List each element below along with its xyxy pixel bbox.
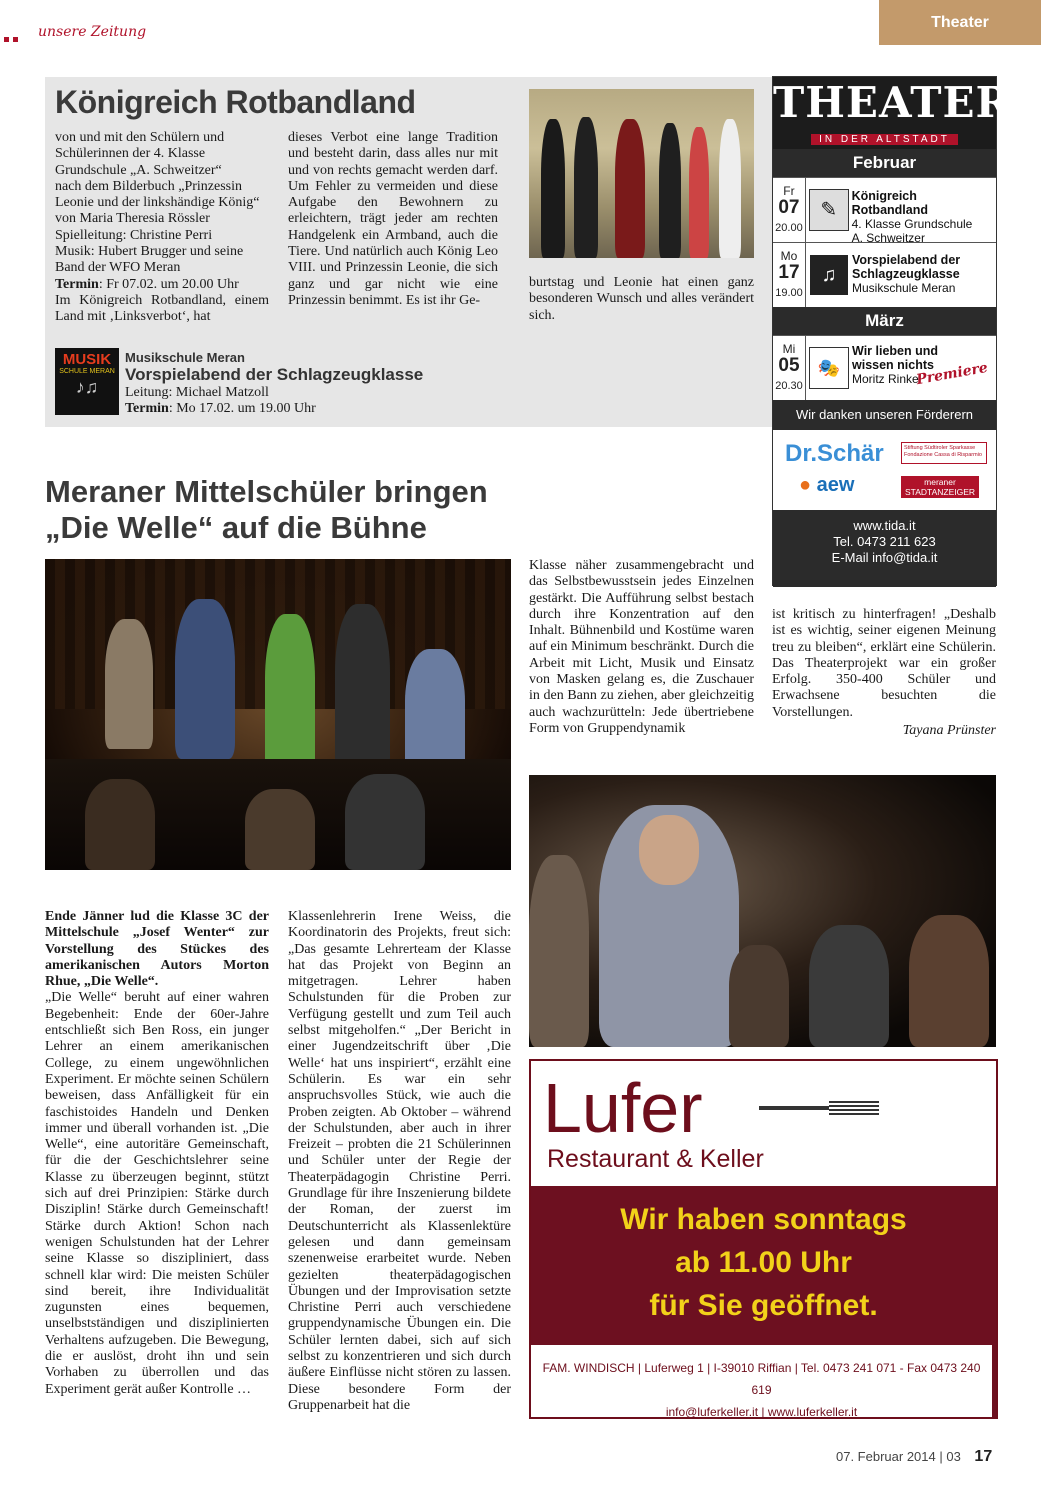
body-text: „Die Welle“ beruht auf einer wahren Begebenheit: Ende der 60er-Jahre entschließt sich Ben Ross, ein junger Lehrer an einem amerikanischen College, zu einem ungewöhnlichen Experiment. Er möchte seinen Schülern beweisen, dass Anfälligkeit für ein faschistoides Handeln und Denken immer und überall vorhanden ist. „Die Welle“, eine autoritäre Gemeinschaft, für die der Geschichtslehrer seine Klasse zu überzeugen beginnt, stützt sich auf drei Prinzipien: Stärke durch Disziplin! Stärke durch Gemeinschaft! Stärke durch Aktion! Schon nach wenigen Schulstunden hat der Lehrer seine Klasse so diszipliniert, dass schnell klar wird: Die meisten Schüler sind bereit, ihre Individualität zugunsten eines bequemen, unselbstständigen und disziplinierten Verhaltens aufzugeben. Die Bewegung, die er auslöst, droht ihn und sein Vorhaben zu überrollen und das Experiment gerät außer Kontrolle … <box>45 990 269 1397</box>
slogan-line: Wir haben sonntags <box>620 1203 907 1236</box>
contact-phone: Tel. 0473 211 623 <box>833 534 936 549</box>
lufer-web: info@luferkeller.it | www.luferkeller.it <box>665 1405 858 1419</box>
termin-label: Termin <box>125 401 169 416</box>
schule-icon: ✎ <box>806 178 852 242</box>
contact-email: E-Mail info@tida.it <box>831 550 938 565</box>
musikschule-leitung: Leitung: Michael Matzoll <box>125 385 269 400</box>
fork-icon <box>759 1101 879 1115</box>
musikschule-logo <box>55 348 119 415</box>
stadtanzeiger-logo: meraner STADTANZEIGER <box>901 476 979 498</box>
page-footer <box>836 1448 992 1466</box>
event-sub: 4. Klasse Grundschule <box>851 217 973 231</box>
lufer-brand: Lufer <box>543 1069 703 1147</box>
article-welle-col2 <box>288 909 511 1414</box>
article-author: Tayana Prünster <box>902 723 996 739</box>
event-time: 20.30 <box>775 380 803 392</box>
theater-icon: 🎭 <box>806 336 852 400</box>
termin-label: Termin <box>55 276 99 292</box>
article-welle-col3 <box>529 558 754 737</box>
month-maerz: März <box>773 307 996 335</box>
theater-logo-main: THEATER <box>773 78 1012 127</box>
event-sub: Moritz Rinke <box>852 372 919 386</box>
event-date <box>773 336 806 400</box>
theater-logo <box>773 77 1012 149</box>
sparkasse-logo: Stiftung Südtiroler Sparkasse Fondazione Cassa di Risparmio <box>901 442 987 464</box>
event-time: 20.00 <box>775 222 803 234</box>
premiere-badge: Premiere <box>915 359 989 389</box>
brand-logo: unsere Zeitung <box>38 24 147 40</box>
body-text: Klasse näher zusammengebracht und das Selbstbewusstsein jedes Einzelnen gestärkt. Die Aufführung selbst bestach durch ihre Konzentration auf den Inhalt. Bühnenbild und Kostüme waren auf ein Minimum beschränkt. Durch die Arbeit mit Licht, Musik und Einsatz von Masken gelang es, die Zuschauer in den Bann zu ziehen, aber gleichzeitig auch wachzurütteln: Jede übertriebene Form von Gruppendynamik <box>529 558 754 736</box>
musikschule-event <box>125 350 505 417</box>
article-rotbandland-col1 <box>55 130 269 326</box>
musikschule-logo-text: MUSIK <box>62 351 112 368</box>
body-text: Klassenlehrerin Irene Weiss, die Koordinatorin des Projekts, freut sich: „Das gesamte Lehrerteam der Klasse hat das Projekt von Beginn an mitgetragen. Lehrer haben Schulstunden für die Proben zur Verfügung gestellt und zum Teil auch selbst mitgeholfen.“ „Der Bericht in einer Jugendzeitschrift über ‚Die Welle‘ hat uns inspiriert“, erzählt eine Schülerin. Es war ein sehr anspruchsvolles Stück, wie auch die Proben zeigten. Ab Oktober – während der Schulstunden, aber auch in ihrer Freizeit – probten die 21 Schülerinnen und Schüler unter der Regie der Theaterpädagogin Christine Perri. Grundlage für ihre Inszenierung bildete der Roman, der zuerst im Deutschunterricht als Klassenlektüre gelesen und dann gemeinsam szenenweise erarbeitet wurde. Neben gezielten theaterpädagogischen Übungen und der Improvisation setzte Christine Perri auch verschiedene gruppendynamische Übungen ein. Die Schüler lernten dabei, sich auf sich selbst zu konzentrieren und sich durch äußere Einflüsse nicht stören zu lassen. Diese besondere Form der Gruppenarbeit hat die <box>288 909 511 1413</box>
event-date <box>773 178 806 242</box>
drschaer-logo: Dr.Schär <box>785 440 884 467</box>
theater-contact <box>773 510 996 587</box>
photo-stage-students <box>45 559 511 870</box>
lufer-contact <box>531 1345 992 1417</box>
page-number: 17 <box>974 1448 993 1465</box>
termin-value: : Fr 07.02. um 20.00 Uhr <box>98 276 239 292</box>
event-title: Wir lieben und wissen nichts <box>852 344 938 372</box>
music-note-icon: ♪♫ <box>75 377 99 397</box>
slogan-line: ab 11.00 Uhr <box>675 1246 852 1279</box>
body-text: burtstag und Leonie hat einen ganz besonderen Wunsch und alles verändert sich. <box>529 275 754 323</box>
title-line: Meraner Mittelschüler bringen <box>45 474 488 509</box>
lufer-ad-slogan-area <box>531 1186 996 1417</box>
article-rotbandland-title: Königreich Rotbandland <box>55 84 416 120</box>
event-vorspielabend <box>773 242 996 307</box>
section-tab: Theater <box>879 0 1041 45</box>
event-title: Vorspielabend der Schlagzeugklasse <box>852 253 961 281</box>
credit-line: nach dem Bilderbuch „Prinzessin Leonie und der linkshändige König“ von Maria Theresia Rössler <box>55 178 260 227</box>
article-welle-col4 <box>772 607 996 739</box>
lufer-ad-logo-area <box>531 1061 996 1186</box>
event-title: Königreich Rotbandland <box>851 189 928 217</box>
article-welle-title <box>45 474 545 546</box>
event-day: 07 <box>778 197 800 218</box>
sponsors-label: Wir danken unseren Förderern <box>773 400 996 430</box>
month-februar: Februar <box>773 149 996 177</box>
photo-boy-on-stage <box>529 775 996 1047</box>
musikschule-org: Musikschule Meran <box>125 350 245 365</box>
musik-icon: ♫ <box>806 243 852 307</box>
sponsors-logos <box>773 430 996 510</box>
body-text: dieses Verbot eine lange Tradition und besteht darin, dass alles nur mit und von rechts gemacht werden darf. Um Fehler zu vermeiden und diese Aufgabe den Bewohnern zu erleichtern, trägt jeder am rechten Handgelenk ein Armband, auch die Tiere. Und natürlich auch König Leo VIII. und Prinzessin Leonie, die sich ganz und gar nicht wie eine Prinzessin benimmt. Es ist ihr Ge- <box>288 130 498 308</box>
aew-logo: ● aew <box>799 474 855 496</box>
footer-date: 07. Februar 2014 | 03 <box>836 1449 961 1464</box>
header-marks <box>4 29 22 47</box>
event-weekday: Mi <box>782 342 796 356</box>
event-weekday: Mo <box>780 249 798 263</box>
lufer-address: FAM. WINDISCH | Luferweg 1 | I-39010 Riffian | Tel. 0473 241 071 - Fax 0473 240 619 <box>542 1361 981 1397</box>
event-rotbandland <box>773 177 996 245</box>
theater-logo-sub: IN DER ALTSTADT <box>811 134 958 145</box>
event-weekday: Fr <box>783 184 795 198</box>
event-time: 19.00 <box>775 287 803 299</box>
event-sub: A. Schweitzer <box>851 231 925 245</box>
musikschule-logo-sub: SCHULE MERAN <box>59 368 115 375</box>
slogan-line: für Sie geöffnet. <box>649 1289 878 1322</box>
body-text: ist kritisch zu hinterfragen! „Deshalb ist es wichtig, seiner eigenen Meinung treu zu bleiben“, erklärt eine Schülerin. Das Theaterprojekt war ein großer Erfolg. 350-400 Schüler und Erwachsene besuchten die Vorstellungen. <box>772 607 996 720</box>
aew-logo-text: aew <box>816 474 855 496</box>
article-welle-col1 <box>45 909 269 1398</box>
photo-children-costumes <box>529 89 754 258</box>
body-text: Im Königreich Rotbandland, einem Land mit ‚Linksverbot‘, hat <box>55 292 269 325</box>
article-lead: Ende Jänner lud die Klasse 3C der Mittelschule „Josef Wenter“ zur Vorstellung des Stückes des amerikanischen Autors Morton Rhue, „Die Welle“. <box>45 909 269 990</box>
lufer-subtitle: Restaurant & Keller <box>547 1145 764 1173</box>
lufer-slogan <box>531 1186 996 1327</box>
termin-value: : Mo 17.02. um 19.00 Uhr <box>168 401 316 416</box>
event-date <box>773 243 806 307</box>
musikschule-title: Vorspielabend der Schlagzeugklasse <box>125 365 424 384</box>
event-day: 05 <box>778 355 800 376</box>
article-rotbandland-col2 <box>288 130 498 309</box>
event-day: 17 <box>778 262 800 283</box>
lufer-ad <box>529 1059 998 1419</box>
article-rotbandland-col3 <box>529 275 754 324</box>
credit-line: Musik: Hubert Brugger und seine Band der WFO Meran <box>55 244 244 276</box>
event-sub: Musikschule Meran <box>852 281 956 295</box>
credit-line: Spielleitung: Christine Perri <box>55 227 213 243</box>
theater-sidebar <box>772 76 1012 586</box>
contact-web: www.tida.it <box>853 518 916 533</box>
credit-line: von und mit den Schülern und Schülerinnen der 4. Klasse Grundschule „A. Schweitzer“ <box>55 130 225 178</box>
event-wir-lieben <box>773 335 996 400</box>
title-line: „Die Welle“ auf die Bühne <box>45 510 427 545</box>
